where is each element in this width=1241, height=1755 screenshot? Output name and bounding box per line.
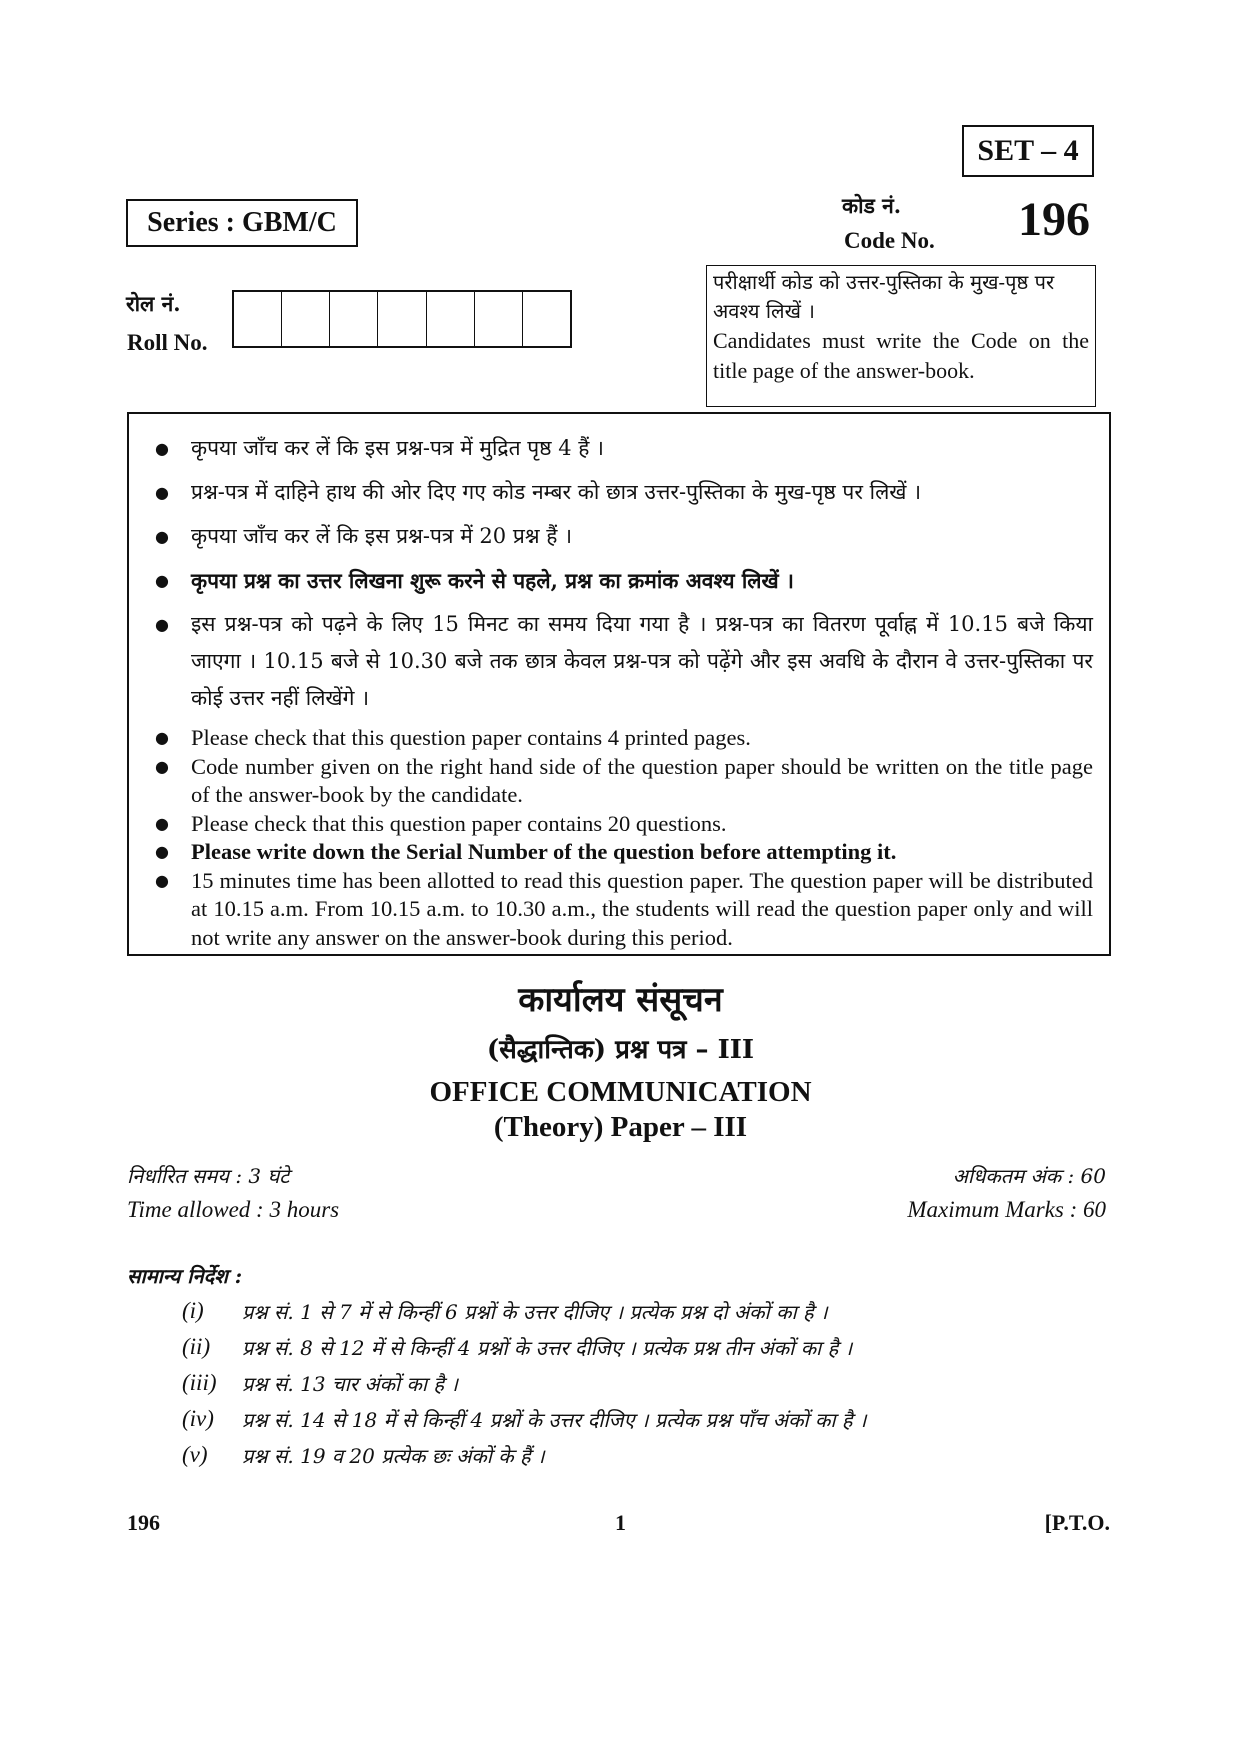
paper-subtitle-hindi: (सैद्धान्तिक) प्रश्न पत्र – III <box>486 1035 755 1065</box>
roll-box[interactable] <box>378 292 426 346</box>
roll-box[interactable] <box>282 292 330 346</box>
instruction-english: ● Code number given on the right hand side of the question paper should be written on the title page of the answer-book by the candidate. <box>145 753 1093 810</box>
roll-box[interactable] <box>427 292 475 346</box>
roll-box[interactable] <box>475 292 523 346</box>
item-text: प्रश्न सं. 19 व 20 प्रत्येक छः अंकों के हैं । <box>242 1443 545 1468</box>
instruction-english: ● Please check that this question paper contains 20 questions. <box>145 810 1093 839</box>
page-number: 1 <box>615 1510 626 1535</box>
roll-label-english: Roll No. <box>127 330 208 355</box>
maximum-marks-english: Maximum Marks : 60 <box>907 1197 1106 1222</box>
general-instruction-item <box>182 1437 866 1473</box>
item-text: प्रश्न सं. 14 से 18 में से किन्हीं 4 प्रश्नों के उत्तर दीजिए । प्रत्येक प्रश्न पाँच अंकों का है । <box>242 1407 867 1432</box>
maximum-marks-hindi: अधिकतम अंक : 60 <box>952 1164 1106 1188</box>
roll-box[interactable] <box>330 292 378 346</box>
general-instruction-item <box>182 1329 866 1365</box>
item-number: (i) <box>182 1298 204 1323</box>
item-text: प्रश्न सं. 1 से 7 में से किन्हीं 6 प्रश्नों के उत्तर दीजिए । प्रत्येक प्रश्न दो अंकों का है । <box>242 1299 828 1324</box>
roll-box[interactable] <box>234 292 282 346</box>
paper-subtitle-english: (Theory) Paper – III <box>493 1111 748 1143</box>
instruction-english: ● Please write down the Serial Number of the question before attempting it. <box>145 838 1093 867</box>
code-note-hindi: परीक्षार्थी कोड को उत्तर-पुस्तिका के मुख-पृष्ठ पर अवश्य लिखें । <box>713 270 1055 323</box>
code-note-box <box>706 265 1096 407</box>
general-instructions-list <box>182 1293 866 1473</box>
roll-label-hindi: रोल नं. <box>126 291 181 316</box>
general-instruction-item <box>182 1365 866 1401</box>
time-allowed-hindi: निर्धारित समय : 3 घंटे <box>127 1164 290 1188</box>
instruction-hindi: ● कृपया जाँच कर लें कि इस प्रश्न-पत्र में मुद्रित पृष्ठ 4 हैं । <box>145 430 1093 467</box>
pto-label: [P.T.O. <box>1044 1510 1110 1535</box>
time-allowed-english: Time allowed : 3 hours <box>127 1197 340 1222</box>
code-label-english: Code No. <box>844 228 935 253</box>
series-label: Series : GBM/C <box>126 199 358 247</box>
subject-title-english: OFFICE COMMUNICATION <box>429 1076 812 1108</box>
item-number: (ii) <box>182 1334 211 1359</box>
code-number: 196 <box>1018 193 1090 246</box>
instruction-hindi: ● प्रश्न-पत्र में दाहिने हाथ की ओर दिए गए कोड नम्बर को छात्र उत्तर-पुस्तिका के मुख-पृष्ठ पर लिखें । <box>145 474 1093 511</box>
roll-box[interactable] <box>523 292 570 346</box>
item-text: प्रश्न सं. 13 चार अंकों का है । <box>242 1371 458 1396</box>
code-note-english: Candidates must write the Code on the title page of the answer-book. <box>713 328 1089 383</box>
roll-number-boxes[interactable] <box>232 290 572 348</box>
general-instruction-item <box>182 1401 866 1437</box>
instructions-list <box>145 430 1093 952</box>
instruction-hindi: ● कृपया जाँच कर लें कि इस प्रश्न-पत्र में 20 प्रश्न हैं । <box>145 518 1093 555</box>
item-number: (iv) <box>182 1406 214 1431</box>
instruction-hindi: ● कृपया प्रश्न का उत्तर लिखना शुरू करने से पहले, प्रश्न का क्रमांक अवश्य लिखें । <box>145 562 1093 599</box>
set-label: SET – 4 <box>962 125 1094 177</box>
general-instructions-heading: सामान्य निर्देश : <box>127 1264 243 1288</box>
instructions-box <box>127 412 1111 956</box>
footer-code: 196 <box>127 1510 160 1535</box>
general-instruction-item <box>182 1293 866 1329</box>
instruction-english: ● Please check that this question paper contains 4 printed pages. <box>145 724 1093 753</box>
code-label-hindi: कोड नं. <box>842 193 902 218</box>
instruction-hindi: ● इस प्रश्न-पत्र को पढ़ने के लिए 15 मिनट का समय दिया गया है । प्रश्न-पत्र का वितरण पूर्वाह्न में 10.15 बजे किया जाएगा । 10.15 बजे से 10.30 बजे तक छात्र केवल प्रश्न-पत्र को पढ़ेंगे और इस अवधि के दौरान वे उत्तर-पुस्तिका पर कोई उत्तर नहीं लिखेंगे । <box>145 606 1093 717</box>
subject-title-hindi: कार्यालय संसूचन <box>518 980 723 1020</box>
item-number: (v) <box>182 1442 208 1467</box>
item-text: प्रश्न सं. 8 से 12 में से किन्हीं 4 प्रश्नों के उत्तर दीजिए । प्रत्येक प्रश्न तीन अंकों का है । <box>242 1335 853 1360</box>
item-number: (iii) <box>182 1370 217 1395</box>
instruction-english: ● 15 minutes time has been allotted to read this question paper. The question paper will be distributed at 10.15 a.m. From 10.15 a.m. to 10.30 a.m., the students will read the question paper only and will not write any answer on the answer-book during this period. <box>145 867 1093 953</box>
